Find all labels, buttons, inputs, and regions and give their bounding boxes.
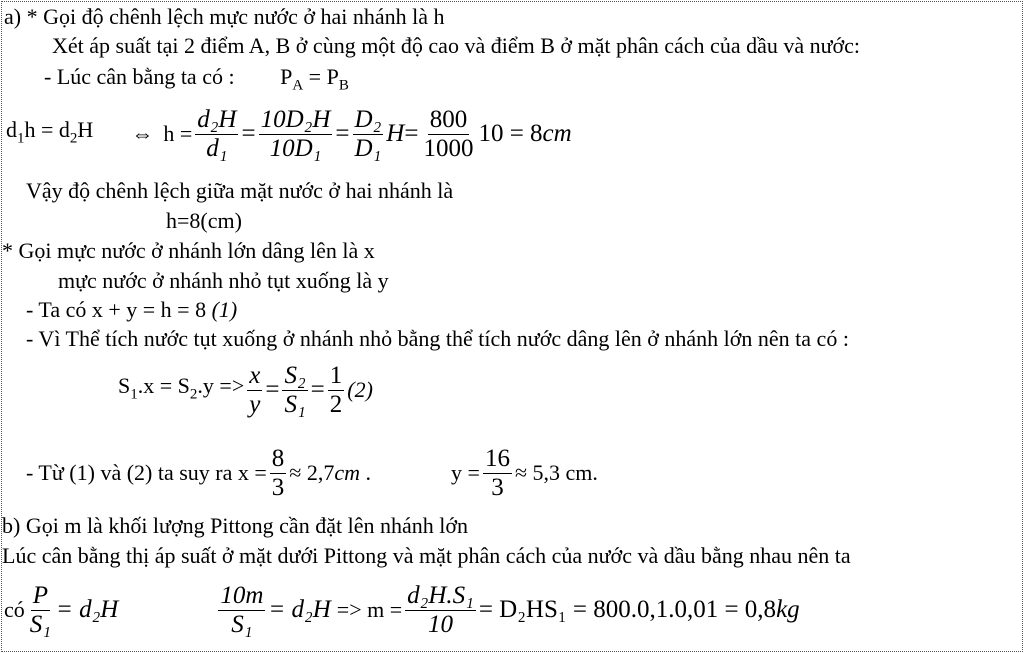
result-08kg: = D₂HS₁ = 800.0,1.0,01 = 0,8kg (478, 596, 800, 623)
x-approx: ≈ 2,7cm . (289, 460, 372, 485)
line-pressure: Xét áp suất tại 2 điểm A, B ở cùng một độ cao và điểm B ở mặt phân cách của dầu và nước: (52, 33, 861, 58)
label-2: (2) (347, 377, 373, 402)
fraction-10d2h-10d1: $\frac{\text{10D₂H}}{\text{10D₁}}$ (260, 105, 331, 162)
fraction-d2h-d1: $\frac{\text{d₂H}}{\text{d₁}}$ (197, 105, 237, 162)
equation-1: $d_1h = d_2H$ ⇔ h = $\frac{\text{d₂H}}{\text{d₁}}$ = $\frac{\text{10D₂H}}{\text{10D₁}}$ = $\frac{\text{D₂}}{\text{D₁}}$ H = $\frac{800}{1000}$ 10 = 8cm (6, 105, 572, 162)
line-conclusion: Vậy độ chênh lệch giữa mặt nước ở hai nhánh là (26, 178, 454, 203)
fraction-16-3: $\frac{16}{3}$ (484, 444, 510, 501)
h-symbol: H (386, 120, 405, 147)
fraction-s2-s1: $\frac{\text{S₂}}{\text{S₁}}$ (284, 361, 306, 418)
fraction-d2hs1-10: $\frac{\text{d₂H.S₁}}{10}$ (407, 581, 474, 638)
derive-x: - Từ (1) và (2) ta suy ra x = (26, 460, 267, 485)
result-8cm: 10 = 8cm (478, 120, 572, 147)
fraction-p-s1: $\frac{P}{\text{S₁}}$ (29, 581, 51, 638)
equation-4 (4, 574, 800, 646)
line-volume: - Vì Thể tích nước tụt xuống ở nhánh nhỏ bằng thể tích nước dâng lên ở nhánh lớn nên ta có : (26, 326, 849, 351)
fraction-x-y: $\frac{x}{y}$ (249, 361, 261, 418)
line-b-title: b) Gọi m là khối lượng Pittong cần đặt lên nhánh lớn (2, 513, 468, 538)
line-x-def: * Gọi mực nước ở nhánh lớn dâng lên là x (2, 238, 375, 263)
line-b-pressure: Lúc cân bằng thị áp suất ở mặt dưới Pittong và mặt phân cách của nước và dầu bằng nhau nên ta (2, 543, 851, 568)
equivalent-arrow: ⇔ (131, 121, 154, 146)
eq-d2h-2: = d₂H (268, 596, 331, 623)
equilibrium-text: - Lúc cân bằng ta có : (44, 64, 235, 89)
pa-pb-equation: $P_A = P_B$ (280, 64, 349, 94)
fraction-d2-d1: $\frac{\text{D₂}}{\text{D₁}}$ (354, 105, 382, 162)
d1h-d2h: $d_1h = d_2H$ (6, 116, 94, 147)
fraction-8-3: $\frac{8}{3}$ (271, 444, 285, 501)
s1x-s2y: $S_1.x = S_2.y$ => (118, 372, 245, 403)
equation-3 (26, 440, 598, 506)
eq-d2h-1: = d₂H (55, 596, 119, 623)
line-a-title: a) * Gọi độ chênh lệch mực nước ở hai nhánh là h (4, 4, 445, 29)
line-sum: - Ta có x + y = h = 8 (1) (26, 297, 238, 322)
equation-2: $S_1.x = S_2.y$ => $\frac{x}{y}$ = $\frac{\text{S₂}}{\text{S₁}}$ = $\frac{1}{2}$ (2) (118, 361, 373, 418)
line-h-value: h=8(cm) (166, 208, 242, 233)
m-equals: => m = (336, 597, 403, 622)
fraction-800-1000: $\frac{800}{1000}$ (423, 105, 474, 162)
line-equilibrium (44, 64, 349, 98)
fraction-1-2: $\frac{1}{2}$ (329, 361, 343, 418)
fraction-10m-s1: $\frac{10m}{\text{S₁}}$ (220, 581, 264, 638)
y-approx: ≈ 5,3 cm. (514, 460, 598, 485)
h-equals: h = (163, 121, 193, 146)
co-text: có (4, 597, 25, 622)
line-y-def: mực nước ở nhánh nhỏ tụt xuống là y (58, 268, 389, 293)
y-equals: y = (451, 460, 480, 485)
